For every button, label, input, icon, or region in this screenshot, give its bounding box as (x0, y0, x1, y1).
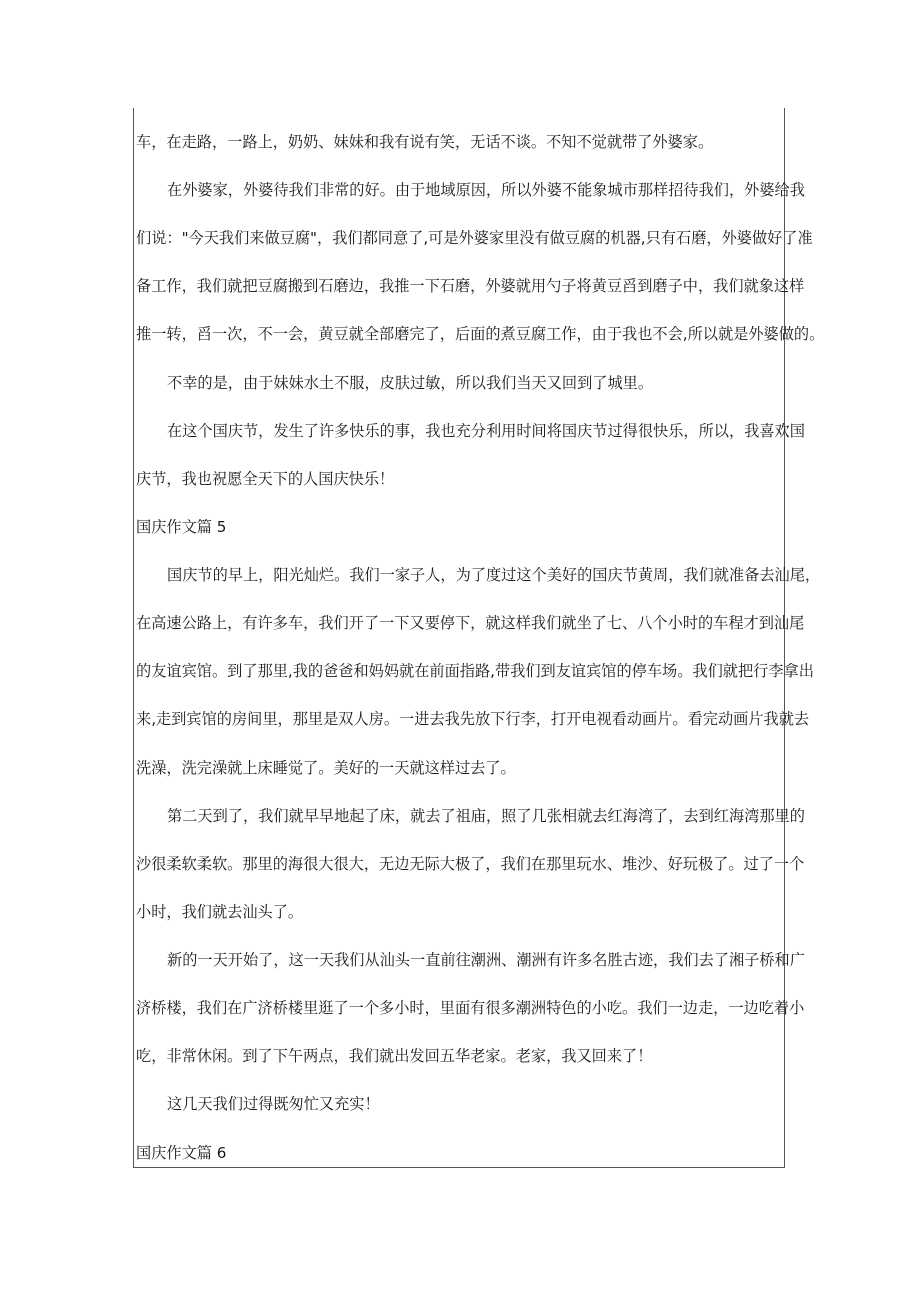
section-heading: 国庆作文篇 6 (136, 1144, 227, 1162)
paragraph-line: 在外婆家，外婆待我们非常的好。由于地域原因，所以外婆不能象城市那样招待我们，外婆给我 (167, 181, 805, 199)
paragraph-line: 备工作，我们就把豆腐搬到石磨边，我推一下石磨，外婆就用勺子将黄豆舀到磨子中，我们就象这样 (136, 277, 805, 295)
paragraph-line: 济桥楼，我们在广济桥楼里逛了一个多小时，里面有很多潮洲特色的小吃。我们一边走，一边吃着小 (136, 999, 805, 1017)
paragraph-line: 洗澡，洗完澡就上床睡觉了。美好的一天就这样过去了。 (136, 759, 516, 777)
paragraph-line: 国庆节的早上，阳光灿烂。我们一家子人，为了度过这个美好的国庆节黄周，我们就准备去汕尾， (167, 566, 821, 584)
paragraph-line: 不幸的是，由于妹妹水土不服，皮肤过敏，所以我们当天又回到了城里。 (167, 374, 653, 392)
paragraph-line: 来,走到宾馆的房间里，那里是双人房。一进去我先放下行李，打开电视看动画片。看完动画片我就去 (136, 710, 810, 728)
paragraph-line: 小时，我们就去汕头了。 (136, 903, 304, 921)
paragraph-line: 吃，非常休闲。到了下午两点，我们就出发回五华老家。老家，我又回来了！ (136, 1047, 653, 1065)
paragraph-line: 新的一天开始了，这一天我们从汕头一直前往潮洲、潮洲有许多名胜古迹，我们去了湘子桥和广 (167, 951, 805, 969)
paragraph-line: 这几天我们过得既匆忙又充实！ (167, 1095, 380, 1113)
paragraph-line: 推一转，舀一次，不一会，黄豆就全部磨完了，后面的煮豆腐工作，由于我也不会,所以就是外婆做的。 (136, 325, 825, 343)
section-heading: 国庆作文篇 5 (136, 518, 227, 536)
paragraph-line: 第二天到了，我们就早早地起了床，就去了祖庙，照了几张相就去红海湾了，去到红海湾那里的 (167, 807, 805, 825)
paragraph-line: 的友谊宾馆。到了那里,我的爸爸和妈妈就在前面指路,带我们到友谊宾馆的停车场。我们就把行李拿出 (136, 662, 814, 680)
paragraph-line: 庆节，我也祝愿全天下的人国庆快乐！ (136, 470, 395, 488)
paragraph-line: 在这个国庆节，发生了许多快乐的事，我也充分利用时间将国庆节过得很快乐，所以，我喜欢国 (167, 422, 805, 440)
paragraph-line: 们说："今天我们来做豆腐"，我们都同意了,可是外婆家里没有做豆腐的机器,只有石磨，外婆做好了准 (136, 229, 813, 247)
paragraph-line: 沙很柔软柔软。那里的海很大很大，无边无际大极了，我们在那里玩水、堆沙、好玩极了。过了一个 (136, 855, 805, 873)
paragraph-line: 车，在走路，一路上，奶奶、妹妹和我有说有笑，无话不谈。不知不觉就带了外婆家。 (136, 133, 714, 151)
paragraph-line: 在高速公路上，有许多车，我们开了一下又要停下，就这样我们就坐了七、八个小时的车程才到汕尾 (136, 614, 805, 632)
